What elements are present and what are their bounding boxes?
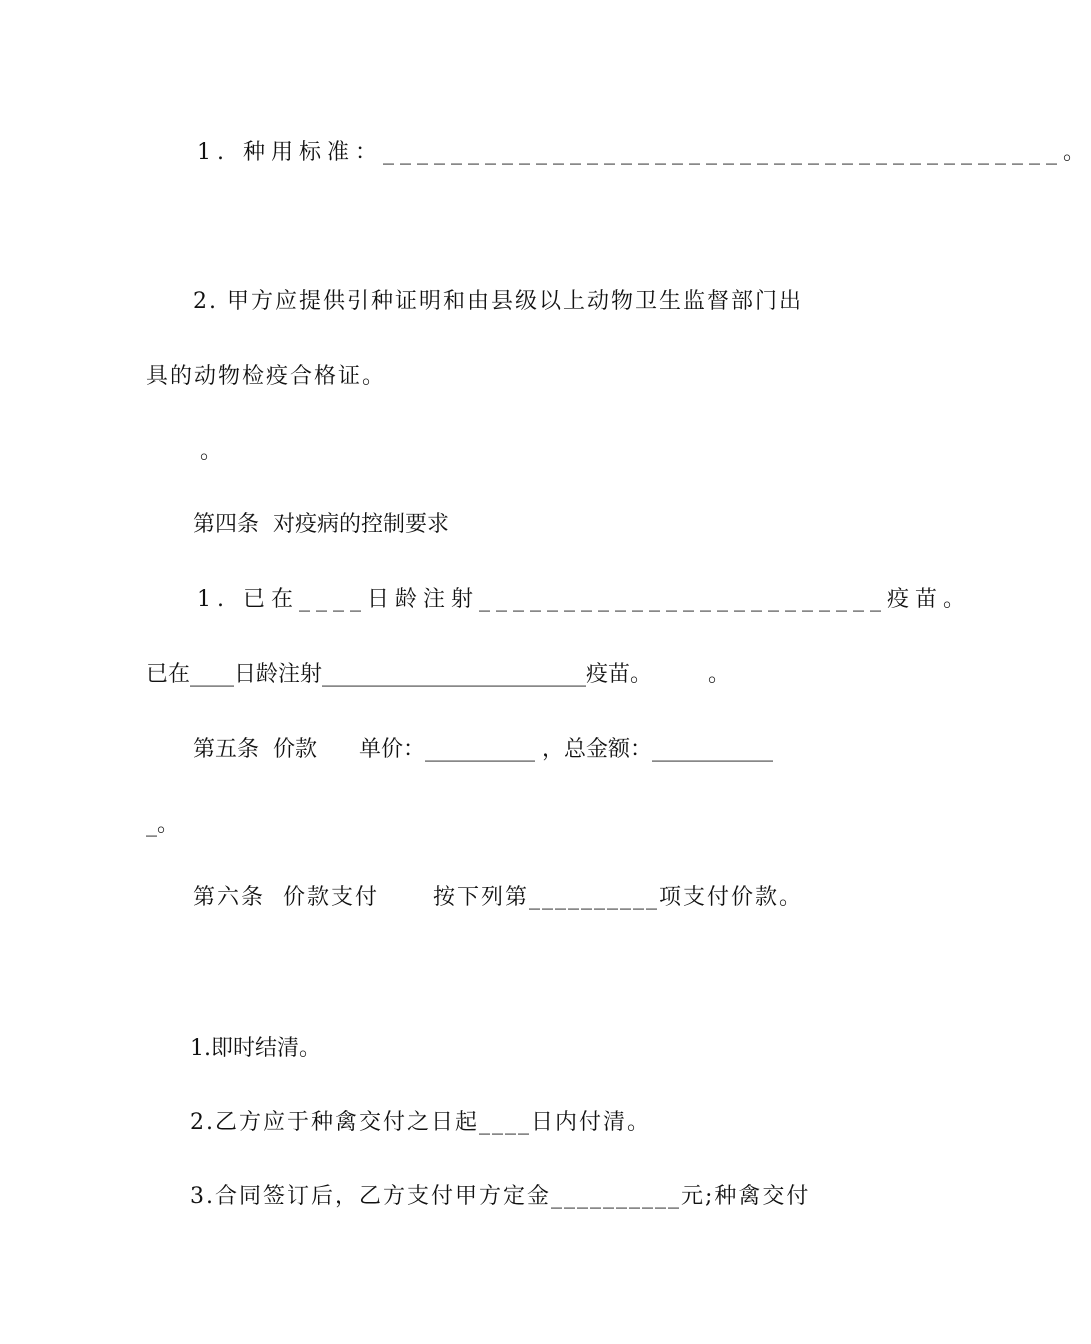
text-line-vaccine-1: 1. 已在____日龄注射________________________疫苗。 [197,587,971,612]
section-heading-6: 第六条 价款支付 按下列第__________项支付价款。 [193,885,803,910]
text-line-certificate: 2. 甲方应提供引种证明和由县级以上动物卫生监督部门出 [193,289,803,314]
text-line-period: 。 [200,439,223,464]
text-line-amount-cont: _。 [146,812,180,837]
section-heading-4: 第四条 对疫病的控制要求 [193,512,449,537]
text-line-certificate-cont: 具的动物检疫合格证。 [146,364,387,389]
payment-option-2: 2.乙方应于种禽交付之日起____日内付清。 [190,1110,651,1135]
payment-option-3: 3.合同签订后，乙方支付甲方定金__________元;种禽交付 [190,1184,811,1209]
payment-option-1: 1.即时结清。 [190,1036,321,1061]
text-line-vaccine-2: 已在____日龄注射________________________疫苗。 。 [146,662,730,687]
section-heading-5: 第五条 价款 单价：__________ ，总金额：___________ [193,737,773,762]
text-line-standard: 1. 种用标准：________________________________________。 [197,140,1091,165]
